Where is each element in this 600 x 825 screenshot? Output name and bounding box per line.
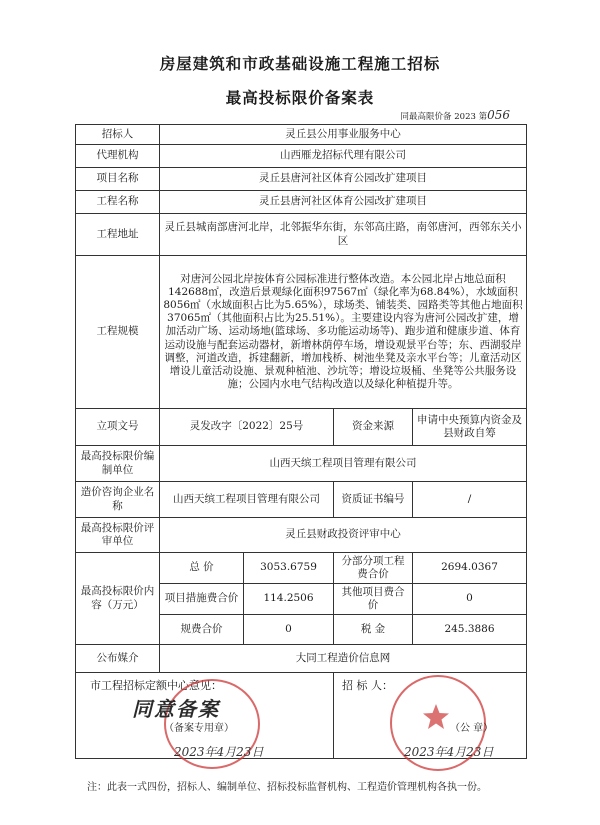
works-name-value: 灵丘县唐河社区体育公园改扩建项目 bbox=[160, 191, 527, 214]
tenderer-seal-caption: （公 章） bbox=[450, 723, 494, 734]
fund-source-value: 申请中央预算内资金及县财政自筹 bbox=[413, 409, 527, 446]
reviewer-value: 灵丘县财政投资评审中心 bbox=[160, 518, 527, 553]
total-price-label: 总 价 bbox=[160, 553, 244, 584]
other-value: 0 bbox=[413, 584, 527, 615]
filing-table bbox=[75, 124, 527, 759]
price-label: 最高投标限价内容（万元） bbox=[76, 553, 160, 645]
document-subtitle: 最高投标限价备案表 bbox=[225, 88, 375, 107]
review-opinion-title: 市工程招标定额中心意见： bbox=[90, 679, 222, 692]
subitem-label: 分部分项工程费合价 bbox=[334, 553, 413, 584]
other-label: 其他项目费合价 bbox=[334, 584, 413, 615]
filing-prefix: 同最高限价备 2023 第 bbox=[400, 112, 488, 122]
filing-number-handwritten: 056 bbox=[487, 108, 510, 122]
media-value: 大同工程造价信息网 bbox=[160, 645, 527, 673]
fund-source-label: 资金来源 bbox=[334, 409, 413, 446]
address-label: 工程地址 bbox=[76, 214, 160, 256]
fee-value: 0 bbox=[244, 615, 334, 645]
document-title: 房屋建筑和市政基础设施工程施工招标 bbox=[159, 54, 441, 73]
project-name-label: 项目名称 bbox=[76, 168, 160, 191]
compiler-value: 山西天缤工程项目管理有限公司 bbox=[160, 446, 527, 482]
tax-label: 税 金 bbox=[334, 615, 413, 645]
approval-value: 灵发改字〔2022〕25号 bbox=[160, 409, 334, 446]
agency-value: 山西雁龙招标代理有限公司 bbox=[160, 145, 527, 168]
approval-handwriting: 同意备案 bbox=[132, 697, 220, 721]
media-label: 公布媒介 bbox=[76, 645, 160, 673]
review-opinion-cell bbox=[76, 673, 334, 759]
cert-label: 资质证书编号 bbox=[334, 482, 413, 518]
filing-seal-caption: （备案专用章） bbox=[164, 723, 234, 734]
scale-value: 对唐河公园北岸按体育公园标准进行整体改造。本公园北岸占地总面积142688㎡，改造后景观绿化面积97567㎡（绿化率为68.84%），水域面积8056㎡（水域面积占比为5.65%），球场类、铺装类、园路类等其他占地面积37065㎡（其他面积占比为25.51%）。主要建设内容为唐河公园改扩建，增加活动广场、运动场地(篮球场、多功能运动场等)、跑步道和健康步道、体育运动设施与配套运动器材，新增林荫停车场，增设观景平台等；东、西湖驳岸调整，河道改造，拆建翻新，增加栈桥、树池坐凳及亲水平台等；儿童活动区增设儿童活动设施、景观种植池、沙坑等；增设垃圾桶、坐凳等公共服务设施；公园内水电气结构改造以及绿化种植提升等。 bbox=[160, 256, 527, 409]
total-price-value: 3053.6759 bbox=[244, 553, 334, 584]
tenderer-seal-title: 招 标 人： bbox=[342, 679, 393, 692]
project-name-value: 灵丘县唐河社区体育公园改扩建项目 bbox=[160, 168, 527, 191]
footnote: 注：此表一式四份，招标人、编制单位、招标投标监督机构、工程造价管理机构各执一份。 bbox=[87, 782, 487, 793]
tenderer-seal-cell bbox=[334, 673, 527, 759]
fee-label: 规费合价 bbox=[160, 615, 244, 645]
tenderer-label: 招标人 bbox=[76, 125, 160, 145]
agency-label: 代理机构 bbox=[76, 145, 160, 168]
scale-label: 工程规模 bbox=[76, 256, 160, 409]
tenderer-value: 灵丘县公用事业服务中心 bbox=[160, 125, 527, 145]
tenderer-date: 2023年4月23日 bbox=[404, 745, 494, 759]
reviewer-label: 最高投标限价评审单位 bbox=[76, 518, 160, 553]
seal-star-icon bbox=[422, 703, 450, 731]
compiler-label: 最高投标限价编制单位 bbox=[76, 446, 160, 482]
consult-label: 造价咨询企业名称 bbox=[76, 482, 160, 518]
review-date: 2023年4月23日 bbox=[174, 745, 264, 759]
filing-number bbox=[401, 108, 510, 122]
measure-label: 项目措施费合价 bbox=[160, 584, 244, 615]
measure-value: 114.2506 bbox=[244, 584, 334, 615]
approval-label: 立项文号 bbox=[76, 409, 160, 446]
cert-value: / bbox=[413, 482, 527, 518]
tax-value: 245.3886 bbox=[413, 615, 527, 645]
works-name-label: 工程名称 bbox=[76, 191, 160, 214]
consult-value: 山西天缤工程项目管理有限公司 bbox=[160, 482, 334, 518]
address-value: 灵丘县城南部唐河北岸，北邻振华东街，东邻高庄路，南邻唐河，西邻东关小区 bbox=[160, 214, 527, 256]
subitem-value: 2694.0367 bbox=[413, 553, 527, 584]
